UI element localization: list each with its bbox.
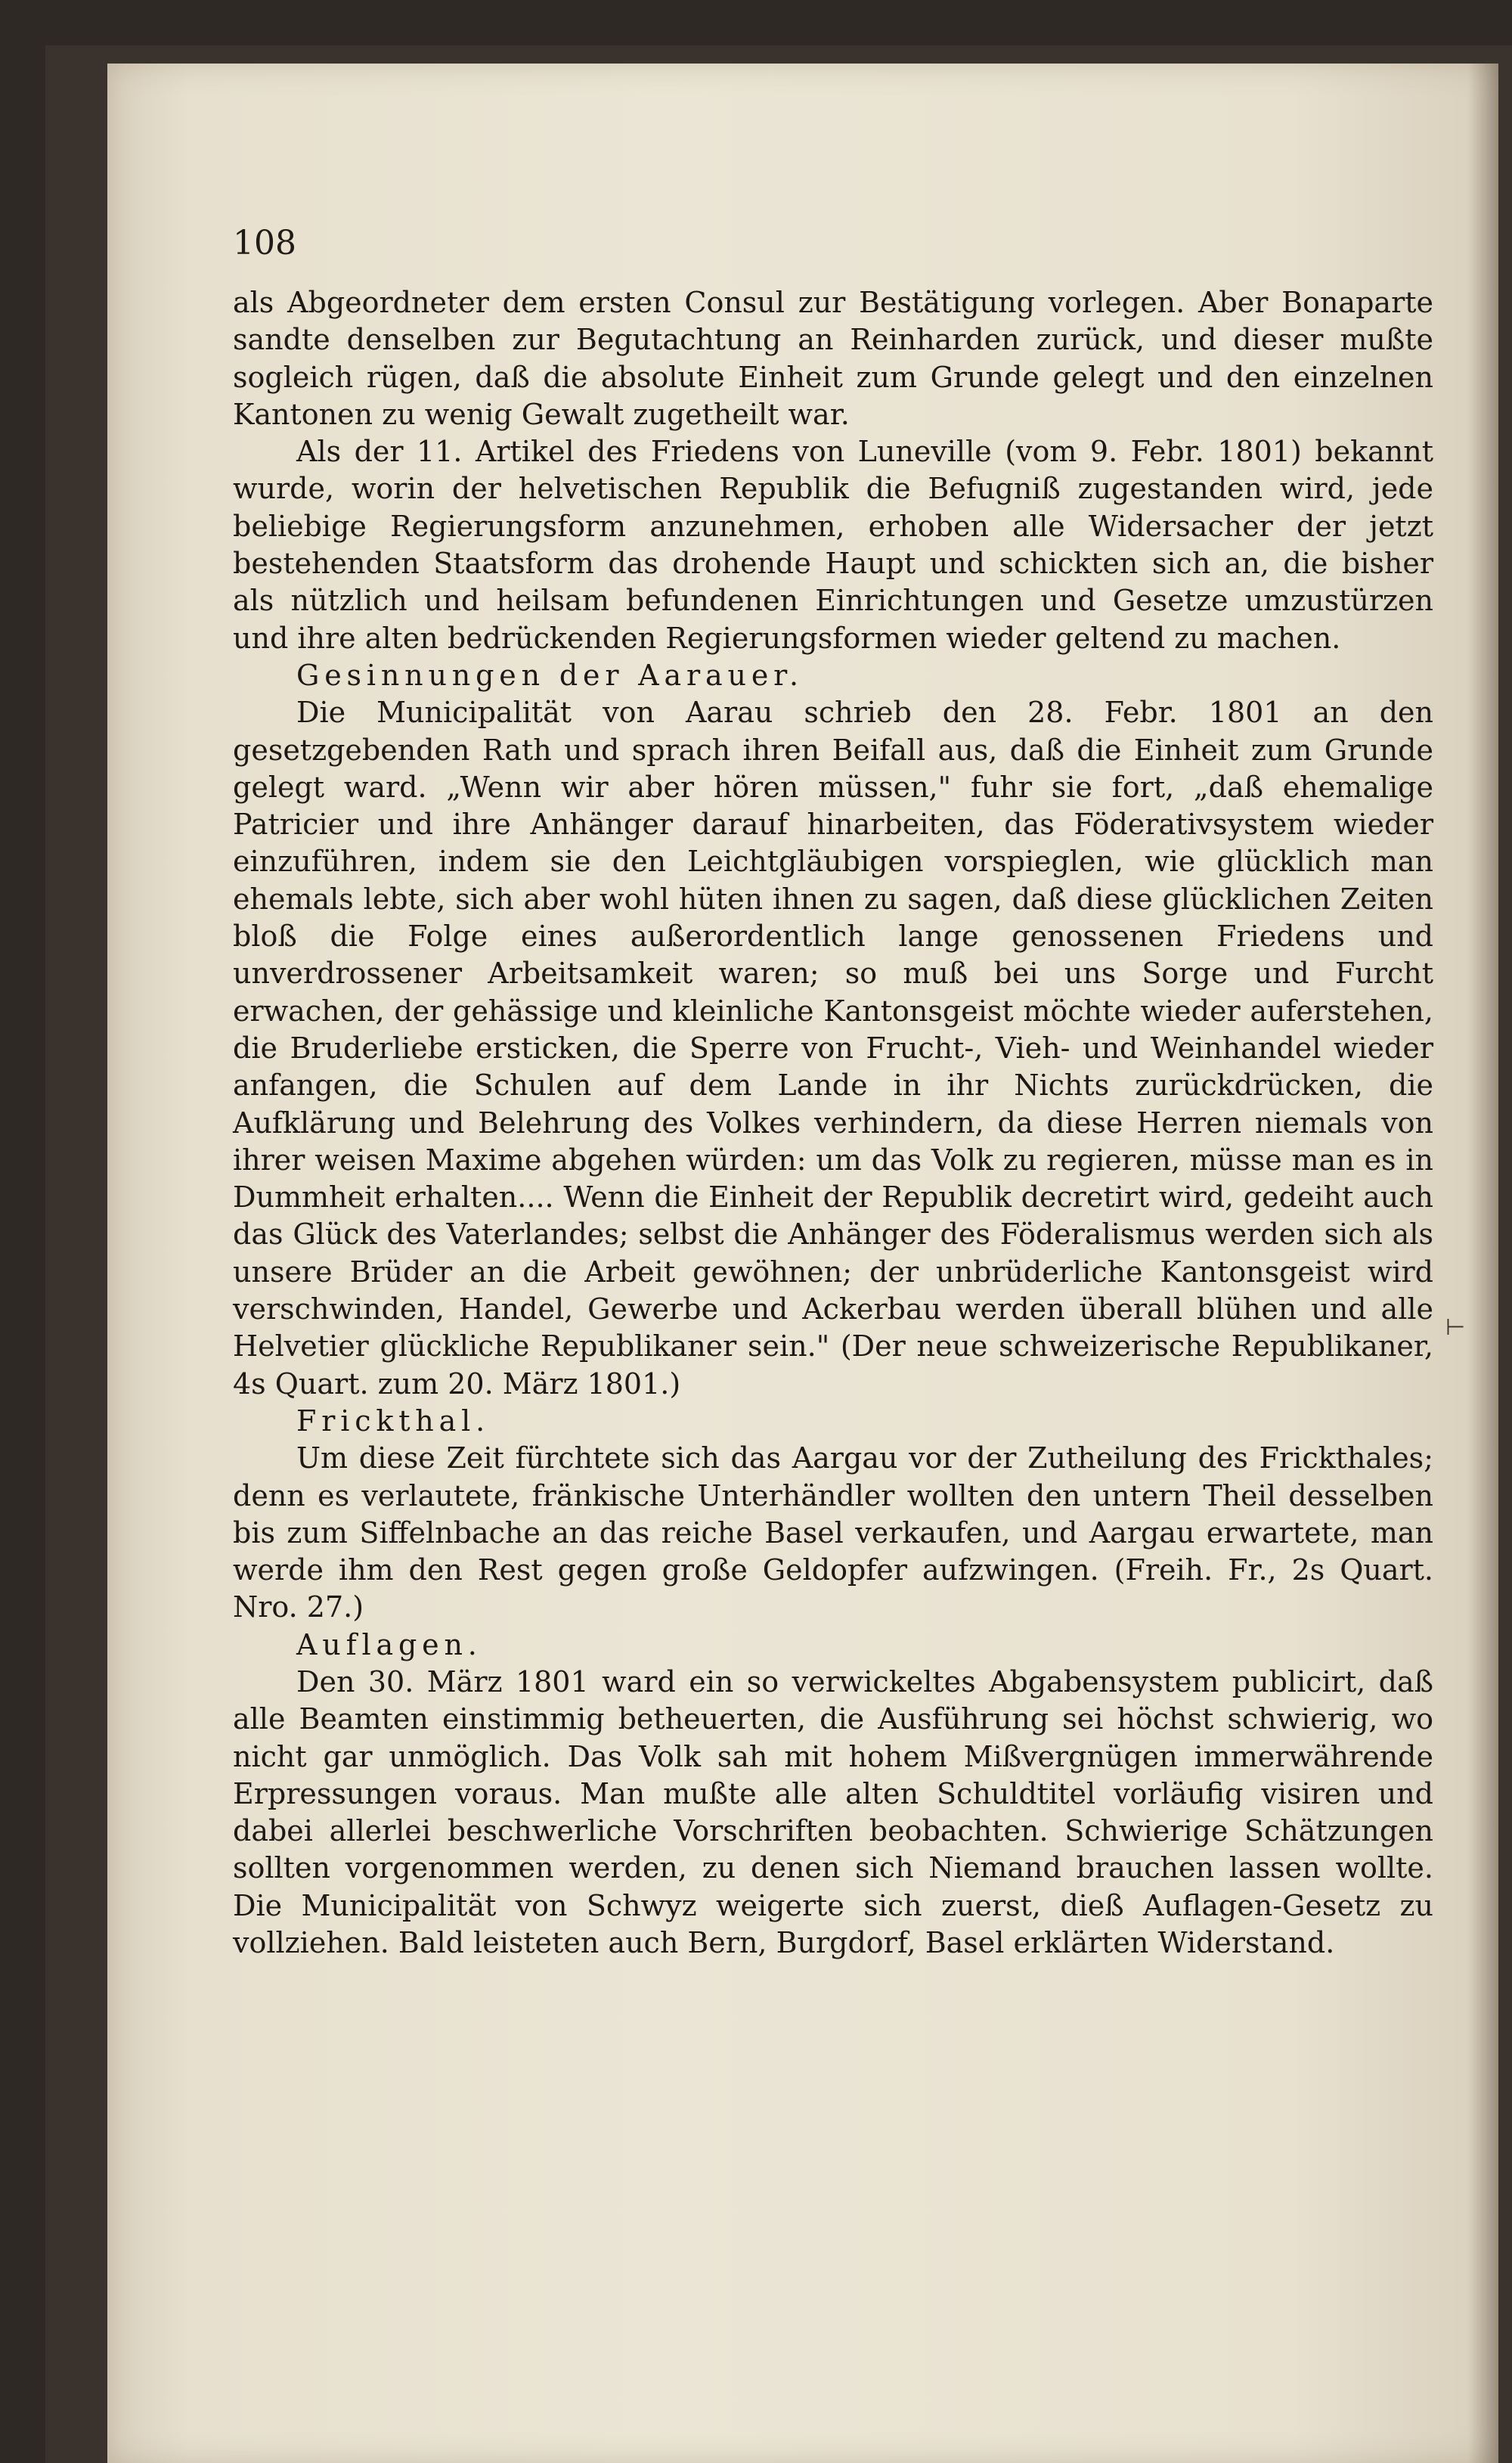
- paragraph-luneville: Als der 11. Artikel des Friedens von Luneville (vom 9. Febr. 1801) bekannt wurde, worin der helvetischen Republik die Befugniß zugestanden wird, jede beliebige Regierungsform anzunehmen, erhoben alle Widersacher der jetzt bestehenden Staatsform das drohende Haupt und schickten sich an, die bisher als nützlich und heilsam befundenen Einrichtungen und Gesetze umzustürzen und ihre alten bedrückenden Regierungsformen wieder geltend zu machen.: [233, 435, 1433, 655]
- section-heading-frickthal: Frickthal.: [296, 1404, 491, 1438]
- paragraph-continuation: als Abgeordneter dem ersten Consul zur Bestätigung vorlegen. Aber Bonaparte sandte denselben zur Begutachtung an Reinharden zurück, und dieser mußte sogleich rügen, daß die absolute Einheit zum Grunde gelegt und den einzelnen Kantonen zu wenig Gewalt zugetheilt war.: [233, 286, 1433, 431]
- paragraph-frickthal: Um diese Zeit fürchtete sich das Aargau vor der Zutheilung des Frickthales; denn es verlautete, fränkische Unterhändler wollten den untern Theil desselben bis zum Siffelnbache an das reiche Basel verkaufen, und Aargau erwartete, man werde ihm den Rest gegen große Geldopfer aufzwingen. (Freih. Fr., 2s Quart. Nro. 27.): [233, 1441, 1433, 1624]
- section-heading-auflagen: Auflagen.: [296, 1627, 482, 1661]
- body-text: [233, 284, 1433, 1962]
- page-gutter-shadow: [1468, 64, 1498, 2463]
- margin-mark: ⊢: [1445, 1314, 1466, 1341]
- paragraph-auflagen: Den 30. März 1801 ward ein so verwickeltes Abgabensystem publicirt, daß alle Beamten einstimmig betheuerten, die Ausführung sei höchst schwierig, wo nicht gar unmöglich. Das Volk sah mit hohem Mißvergnügen immerwährende Erpressungen voraus. Man mußte alle alten Schuldtitel vorläufig visiren und dabei allerlei beschwerliche Vorschriften beobachten. Schwierige Schätzungen sollten vorgenommen werden, zu denen sich Niemand brauchen lassen wollte. Die Municipalität von Schwyz weigerte sich zuerst, dieß Auflagen-Gesetz zu vollziehen. Bald leisteten auch Bern, Burgdorf, Basel erklärten Widerstand.: [233, 1664, 1433, 1960]
- section-heading-aarauer: Gesinnungen der Aarauer.: [296, 658, 804, 692]
- paragraph-municipality: Die Municipalität von Aarau schrieb den 28. Febr. 1801 an den gesetzgebenden Rath und sprach ihren Beifall aus, daß die Einheit zum Grunde gelegt ward. „Wenn wir aber hören müssen," fuhr sie fort, „daß ehemalige Patricier und ihre Anhänger darauf hinarbeiten, das Föderativsystem wieder einzuführen, indem sie den Leichtgläubigen vorspieglen, wie glücklich man ehemals lebte, sich aber wohl hüten ihnen zu sagen, daß diese glücklichen Zeiten bloß die Folge eines außerordentlich lange genossenen Friedens und unverdrossener Arbeitsamkeit waren; so muß bei uns Sorge und Furcht erwachen, der gehässige und kleinliche Kantonsgeist möchte wieder auferstehen, die Bruderliebe ersticken, die Sperre von Frucht-, Vieh- und Weinhandel wieder anfangen, die Schulen auf dem Lande in ihr Nichts zurückdrücken, die Aufklärung und Belehrung des Volkes verhindern, da diese Herren niemals von ihrer weisen Maxime abgehen würden: um das Volk zu regieren, müsse man es in Dummheit erhalten.... Wenn die Einheit der Republik decretirt wird, gedeiht auch das Glück des Vaterlandes; selbst die Anhänger des Föderalismus werden sich als unsere Brüder an die Arbeit gewöhnen; der unbrüderliche Kantonsgeist wird verschwinden, Handel, Gewerbe und Ackerbau werden überall blühen und alle Helvetier glückliche Republikaner sein." (Der neue schweizerische Republikaner, 4s Quart. zum 20. März 1801.): [233, 696, 1433, 1401]
- page-number: 108: [233, 224, 296, 262]
